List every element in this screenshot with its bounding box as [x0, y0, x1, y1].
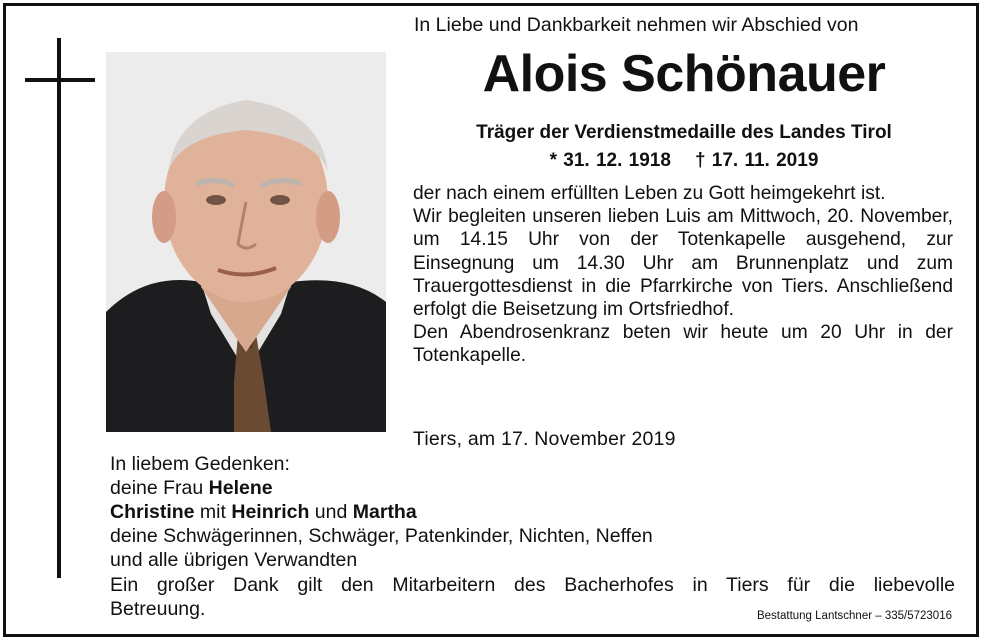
funeral-details	[413, 182, 953, 368]
death-date: † 17. 11. 2019	[694, 150, 819, 171]
mourners-heading: In liebem Gedenken:	[110, 453, 290, 475]
return-home-text: der nach einem erfüllten Leben zu Gott heimgekehrt ist.	[413, 183, 886, 204]
mourner-name-1: Christine	[110, 501, 195, 523]
intro-text: In Liebe und Dankbarkeit nehmen wir Abschied von	[414, 14, 859, 36]
birth-date: * 31. 12. 1918	[549, 150, 671, 171]
thanks-line-1: Ein großer Dank gilt den Mitarbeitern des Bacherhofes in Tiers für die liebevolle	[110, 574, 955, 596]
portrait-photo	[106, 52, 386, 432]
ceremony-text: Wir begleiten unseren lieben Luis am Mittwoch, 20. November, um 14.15 Uhr von der Totenkapelle ausgehend, zur Einsegnung um 14.30 Uhr am Brunnenplatz und zum Trauergottesdienst in die Pfarrkirche von Tiers. Anschließend erfolgt die Beisetzung im Ortsfriedhof.	[413, 206, 953, 321]
cross-icon-bar	[25, 78, 95, 82]
mourner-wife	[110, 476, 653, 500]
mourners-list	[110, 452, 653, 572]
mourner-name-2: Heinrich	[231, 501, 310, 523]
rosary-text: Den Abendrosenkranz beten wir heute um 20 Uhr in der Totenkapelle.	[413, 322, 953, 367]
mourner-connector: mit	[194, 501, 232, 523]
deceased-name: Alois Schönauer	[482, 45, 886, 103]
mourner-children	[110, 500, 653, 524]
funeral-home-footer: Bestattung Lantschner – 335/5723016	[756, 610, 952, 622]
life-dates	[388, 150, 980, 172]
mourner-wife-prefix: deine Frau	[110, 477, 209, 499]
mourner-wife-name: Helene	[208, 477, 273, 499]
cross-icon	[57, 38, 61, 578]
mourner-connector-and: und	[309, 501, 353, 523]
honor-title: Träger der Verdienstmedaille des Landes Tirol	[476, 122, 892, 143]
mourner-relatives: deine Schwägerinnen, Schwäger, Patenkinder, Nichten, Neffen	[110, 525, 653, 547]
mourner-others: und alle übrigen Verwandten	[110, 549, 358, 571]
mourner-name-3: Martha	[352, 501, 417, 523]
thanks-line-2: Betreuung.	[110, 597, 206, 620]
place-date: Tiers, am 17. November 2019	[413, 428, 676, 450]
